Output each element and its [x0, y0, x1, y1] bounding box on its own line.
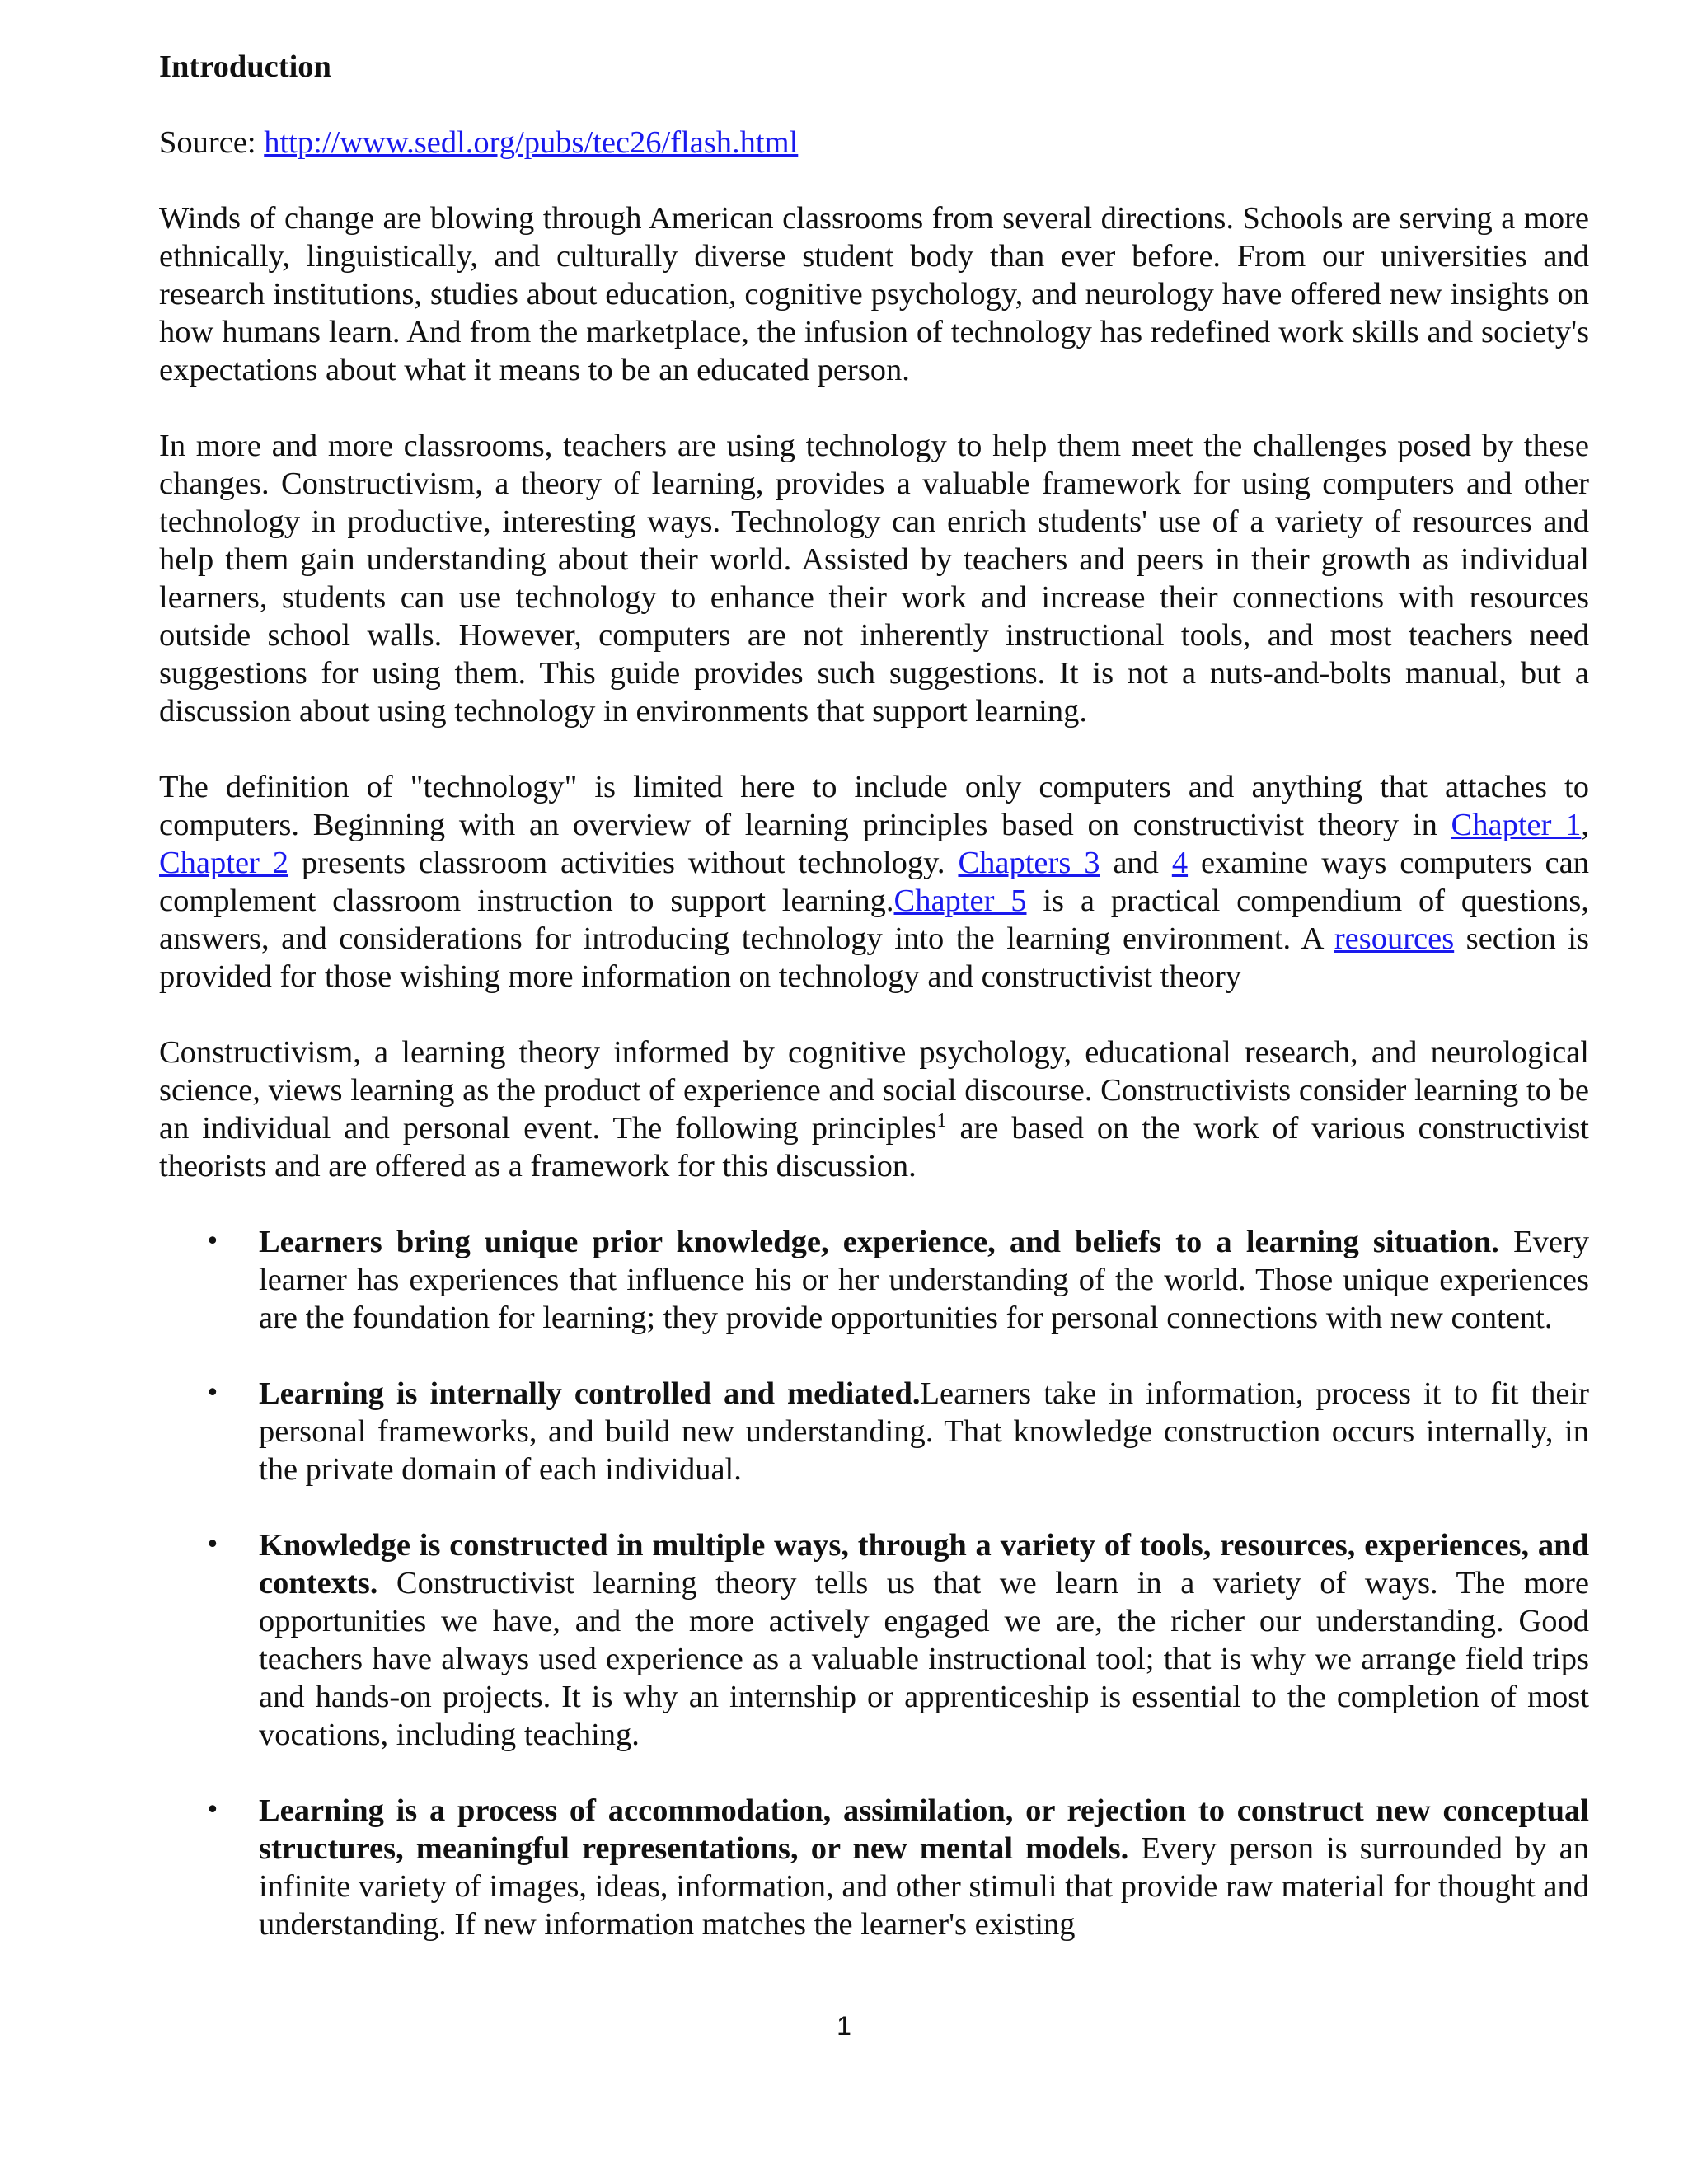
page-number: 1: [837, 2011, 851, 2041]
paragraph-text: and: [1100, 846, 1172, 880]
source-line: [159, 124, 1589, 162]
intro-paragraph-2: In more and more classrooms, teachers are using technology to help them meet the challenges posed by these changes. Constructivism, a theory of learning, provides a valuable framework for using computers and other technology in productive, interesting ways. Technology can enrich students' use of a variety of resources and help them gain understanding about their world. Assisted by teachers and peers in their growth as individual learners, students can use technology to enhance their work and increase their connections with resources outside school walls. However, computers are not inherently instructional tools, and most teachers need suggestions for using them. This guide provides such suggestions. It is not a nuts-and-bolts manual, but a discussion about using technology in environments that support learning.: [159, 429, 1589, 729]
bullet-icon: •: [205, 1379, 220, 1408]
principle-heading: Learning is internally controlled and mediated.: [259, 1376, 921, 1411]
paragraph-text: presents classroom activities without technology.: [288, 846, 959, 880]
bullet-icon: •: [205, 1796, 220, 1825]
principle-text: Every person is surrounded by an infinite variety of images, ideas, information, and other stimuli that provide raw material for thought and understanding. If new information matches the learner's existing: [259, 1831, 1589, 1942]
resources-link[interactable]: resources: [1334, 921, 1455, 956]
paragraph-text: ,: [1581, 808, 1589, 842]
source-label: Source:: [159, 125, 265, 160]
chapters-3-link[interactable]: Chapters 3: [958, 846, 1100, 880]
intro-paragraph-3: [159, 768, 1589, 996]
chapter-4-link[interactable]: 4: [1171, 846, 1189, 880]
list-item: [159, 1792, 1589, 1943]
principle-text: Learners take in information, process it to fit their personal frameworks, and build new understanding. That knowledge construction occurs internally, in the private domain of each individual.: [259, 1376, 1590, 1487]
list-item: [159, 1375, 1589, 1488]
chapter-1-link[interactable]: Chapter 1: [1451, 808, 1582, 842]
paragraph-text: section is provided for those wishing more information on technology and constructivist theory: [159, 921, 1589, 994]
principles-list: [159, 1223, 1589, 1943]
paragraph-text: are based on the work of various constructivist theorists and are offered as a framework for this discussion.: [159, 1111, 1589, 1183]
bullet-icon: •: [205, 1530, 220, 1559]
principle-text: Constructivist learning theory tells us that we learn in a variety of ways. The more opportunities we have, and the more actively engaged we are, the richer our understanding. Good teachers have always used experience as a valuable instructional tool; that is why we arrange field trips and hands-on projects. It is why an internship or apprenticeship is essential to the completion of most vocations, including teaching.: [259, 1566, 1589, 1752]
intro-paragraph-4: [159, 1033, 1589, 1185]
paragraph-text: Constructivism, a learning theory informed by cognitive psychology, educational research, and neurological science, views learning as the product of experience and social discourse. Constructivists consider learning to be an individual and personal event. The following principles: [159, 1035, 1589, 1146]
source-link[interactable]: http://www.sedl.org/pubs/tec26/flash.html: [264, 125, 799, 160]
list-item: [159, 1223, 1589, 1337]
paragraph-text: is a practical compendium of questions, answers, and considerations for introducing technology into the learning environment. A: [159, 883, 1589, 956]
list-item: [159, 1526, 1589, 1754]
principle-heading: Learning is a process of accommodation, assimilation, or rejection to construct new conceptual structures, meaningful representations, or new mental models.: [259, 1793, 1589, 1866]
principle-text: Every learner has experiences that influence his or her understanding of the world. Those unique experiences are the foundation for learning; they provide opportunities for personal connections with new content.: [259, 1225, 1589, 1335]
principle-heading: Learners bring unique prior knowledge, experience, and beliefs to a learning situation.: [259, 1225, 1499, 1259]
document-page: [159, 48, 1589, 1981]
intro-paragraph-1: Winds of change are blowing through American classrooms from several directions. Schools are serving a more ethnically, linguistically, and culturally diverse student body than ever before. From our universities and research institutions, studies about education, cognitive psychology, and neurology have offered new insights on how humans learn. And from the marketplace, the infusion of technology has redefined work skills and society's expectations about what it means to be an educated person.: [159, 201, 1589, 387]
principle-heading: Knowledge is constructed in multiple ways, through a variety of tools, resources, experiences, and contexts.: [259, 1528, 1589, 1601]
page-title: Introduction: [159, 49, 331, 84]
chapter-2-link[interactable]: Chapter 2: [159, 846, 289, 880]
footnote-marker[interactable]: 1: [936, 1110, 947, 1132]
chapter-5-link[interactable]: Chapter 5: [893, 883, 1027, 918]
bullet-icon: •: [205, 1227, 220, 1256]
paragraph-text: examine ways computers can complement classroom instruction to support learning.: [159, 846, 1589, 918]
paragraph-text: The definition of "technology" is limited here to include only computers and anything that attaches to computers. Beginning with an overview of learning principles based on constructivist theory in: [159, 770, 1589, 842]
